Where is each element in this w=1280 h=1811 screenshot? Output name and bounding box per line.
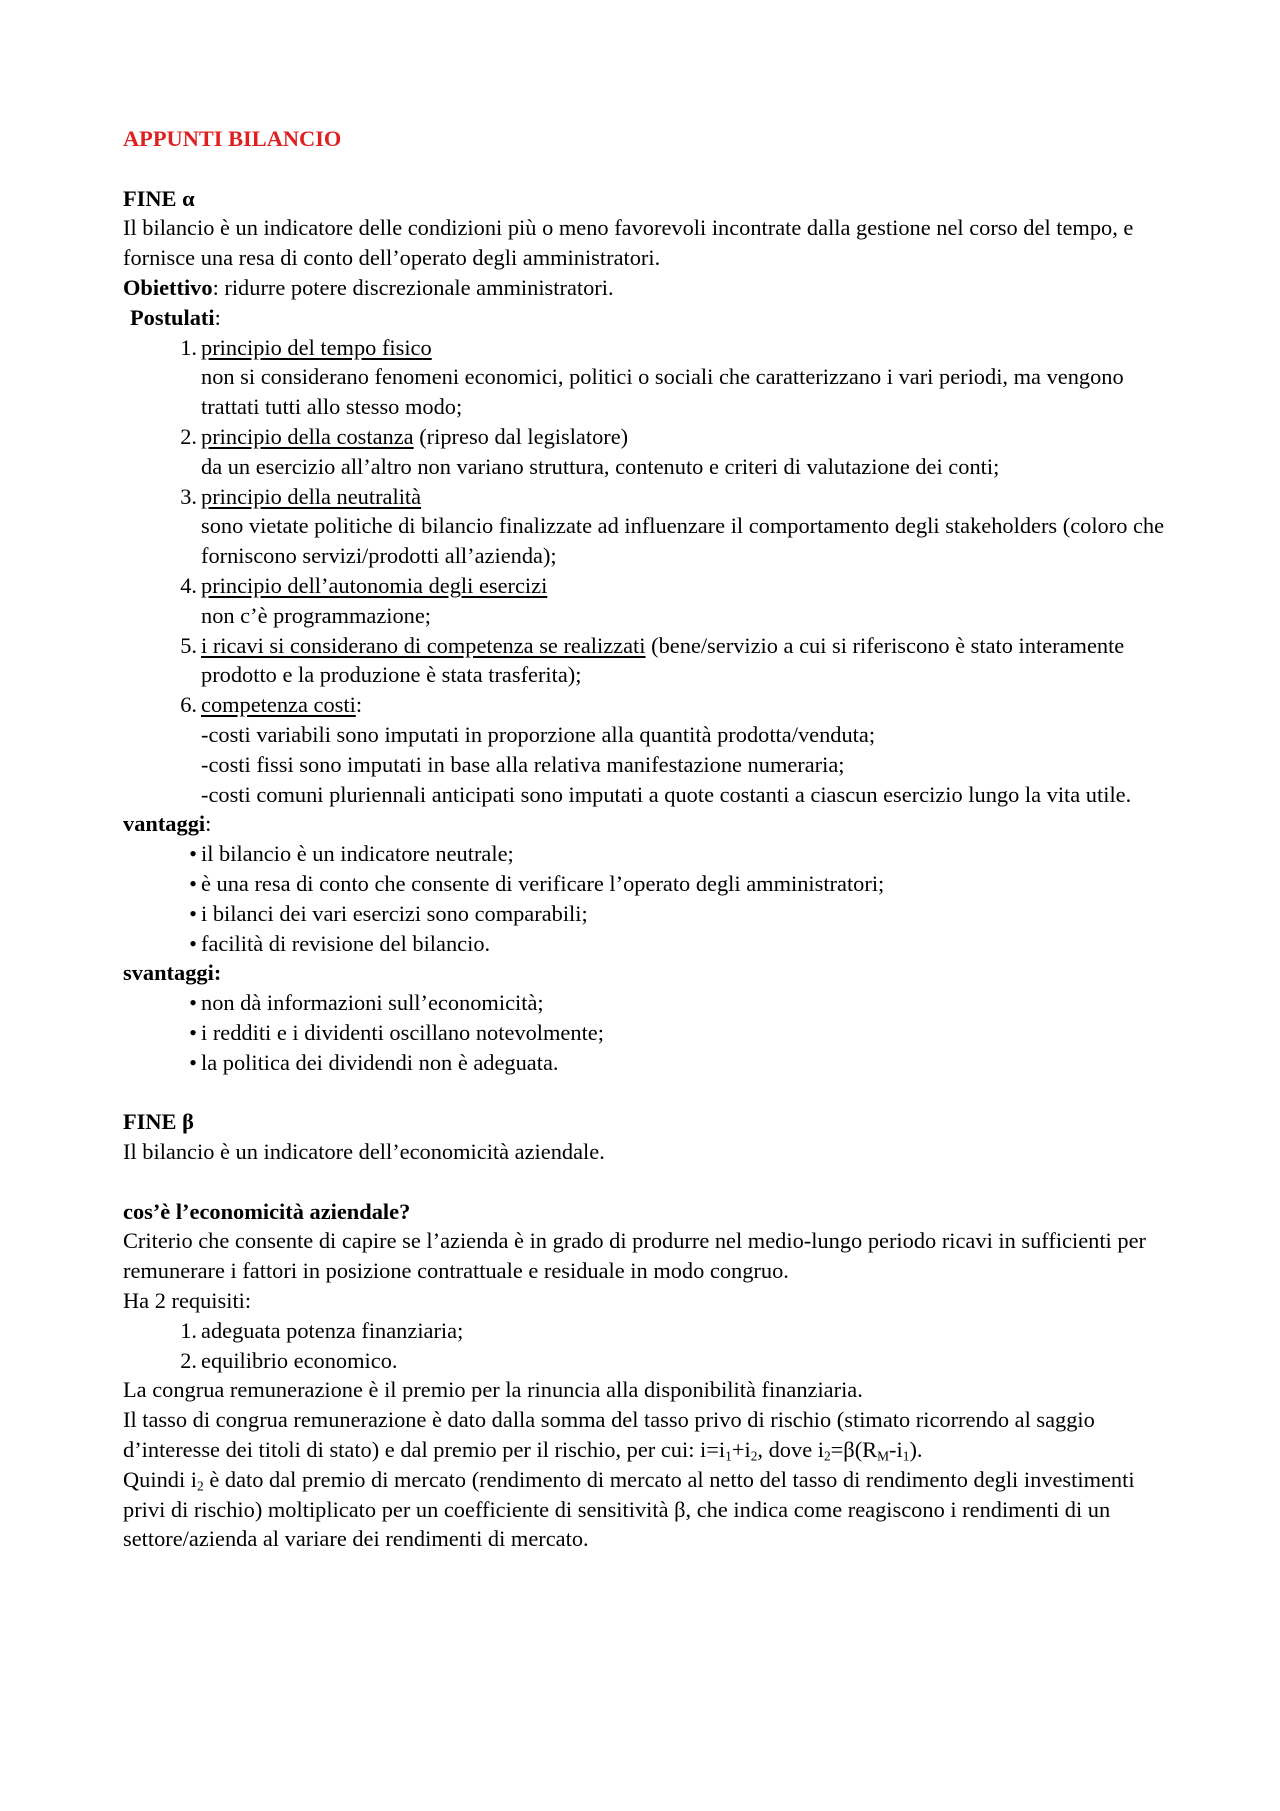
postulate-title: competenza costi (201, 692, 356, 718)
list-item (123, 899, 1173, 929)
list-item (123, 869, 1173, 899)
formula-subscript: 2 (823, 1448, 831, 1464)
list-number: 1. (180, 334, 197, 360)
paragraph-text: Quindi i (123, 1466, 198, 1492)
postulates-colon: : (214, 304, 221, 330)
list-item-text: facilità di revisione del bilancio. (201, 930, 491, 956)
postulates-line (130, 303, 1173, 333)
list-number: 2. (180, 423, 197, 449)
advantages-colon: : (205, 811, 212, 837)
disadvantages-list (123, 988, 1173, 1077)
postulate-item (123, 333, 1173, 422)
disadvantages-label: svantaggi: (123, 960, 222, 986)
bullet-icon: • (189, 990, 197, 1016)
list-number: 5. (180, 632, 197, 658)
list-item (123, 929, 1173, 959)
formula-subscript: 1 (725, 1448, 732, 1464)
remuneration-paragraph: La congrua remunerazione è il premio per la rinuncia alla disponibilità finanziaria. (123, 1377, 863, 1403)
postulate-body: -costi variabili sono imputati in proporzione alla quantità prodotta/venduta; (201, 721, 876, 747)
formula-subscript: 2 (750, 1448, 758, 1464)
list-item-text: il bilancio è un indicatore neutrale; (201, 841, 514, 867)
spacer (123, 1078, 1173, 1108)
postulate-body: -costi comuni pluriennali anticipati sono imputati a quote costanti a ciascun esercizio lungo la vita utile. (201, 781, 1132, 807)
postulate-body: -costi fissi sono imputati in base alla relativa manifestazione numeraria; (201, 751, 845, 777)
spacer (123, 154, 1173, 184)
postulate-title-line (201, 690, 1173, 720)
postulate-title-line (201, 571, 1173, 601)
postulate-body: sono vietate politiche di bilancio finalizzate ad influenzare il comportamento degli stakeholders (coloro che forniscono servizi/prodotti all’azienda); (201, 513, 1165, 569)
advantages-label: vantaggi (123, 811, 206, 837)
postulate-item (123, 690, 1173, 809)
postulate-title-line (201, 422, 1173, 452)
postulate-title-line (201, 333, 1173, 363)
postulate-title: i ricavi si considerano di competenza se realizzati (201, 632, 646, 658)
fine-beta-text: Il bilancio è un indicatore dell’economicità aziendale. (123, 1139, 605, 1165)
list-number: 4. (180, 572, 197, 598)
list-item-text: i bilanci dei vari esercizi sono comparabili; (201, 900, 588, 926)
list-item-text: è una resa di conto che consente di verificare l’operato degli amministratori; (201, 870, 885, 896)
rate-text: Il tasso di congrua remunerazione è dato dalla somma del tasso privo di rischio (stimato ricorrendo al saggio d’interesse dei titoli di stato) e dal premio per il rischio, per cui: (123, 1407, 1095, 1463)
objective-line (123, 273, 1173, 303)
postulate-title-line (201, 631, 1173, 691)
rate-paragraph (123, 1405, 1173, 1465)
list-item (123, 1316, 1173, 1346)
postulate-title: principio della neutralità (201, 483, 422, 509)
postulate-body: non c’è programmazione; (201, 602, 432, 628)
formula-part: ). (909, 1437, 923, 1463)
postulate-title: principio dell’autonomia degli esercizi (201, 572, 548, 598)
list-item (123, 988, 1173, 1018)
formula-part: i=i (700, 1437, 726, 1463)
economicita-paragraph: Criterio che consente di capire se l’azienda è in grado di produrre nel medio-lungo periodo ricavi in sufficienti per remunerare i fattori in posizione contrattuale e residuale in modo congruo. (123, 1228, 1146, 1284)
postulate-body: da un esercizio all’altro non variano struttura, contenuto e criteri di valutazione dei conti; (201, 453, 1000, 479)
document-title: APPUNTI BILANCIO (123, 126, 342, 151)
list-number: 1. (180, 1317, 197, 1343)
formula-part: +i (731, 1437, 751, 1463)
fine-alpha-intro: Il bilancio è un indicatore delle condizioni più o meno favorevoli incontrate dalla gestione nel corso del tempo, e fornisce una resa di conto dell’operato degli amministratori. (123, 215, 1134, 271)
postulate-extra: (bene/servizio a cui si riferiscono è stato interamente prodotto e la produzione è stata trasferita); (201, 632, 1125, 688)
postulate-title-line (201, 482, 1173, 512)
formula-part: , dove i (757, 1437, 824, 1463)
list-item-text: i redditi e i dividenti oscillano notevolmente; (201, 1019, 604, 1045)
list-item (123, 839, 1173, 869)
bullet-icon: • (189, 1019, 197, 1045)
advantages-line (123, 809, 1173, 839)
bullet-icon: • (189, 841, 197, 867)
postulate-item (123, 631, 1173, 691)
postulate-item (123, 571, 1173, 631)
bullet-icon: • (189, 930, 197, 956)
list-item-text: adeguata potenza finanziaria; (201, 1317, 464, 1343)
list-number: 6. (180, 692, 197, 718)
postulate-extra: : (355, 692, 363, 718)
list-item-text: la politica dei dividendi non è adeguata. (201, 1049, 559, 1075)
formula-subscript: 1 (902, 1448, 910, 1464)
advantages-list (123, 839, 1173, 958)
postulate-extra: (ripreso dal legislatore) (413, 423, 629, 449)
list-item (123, 1018, 1173, 1048)
postulates-list (123, 333, 1173, 810)
list-number: 2. (180, 1347, 197, 1373)
paragraph-text: è dato dal premio di mercato (rendimento di mercato al netto del tasso di rendimento degli investimenti privi di rischio) moltiplicato per un coefficiente di sensitività β, che indica come reagiscono i rendimenti di un settore/azienda al variare dei rendimenti di mercato. (123, 1466, 1135, 1552)
section-heading-fine-alpha: FINE α (123, 185, 195, 211)
document-body (123, 124, 1173, 1554)
postulates-label: Postulati (130, 304, 215, 330)
formula (700, 1437, 922, 1462)
formula-part: -i (889, 1437, 903, 1463)
requisites-intro: Ha 2 requisiti: (123, 1288, 252, 1314)
bullet-icon: • (189, 900, 197, 926)
list-item-text: equilibrio economico. (201, 1347, 398, 1373)
list-item (123, 1346, 1173, 1376)
bullet-icon: • (189, 1049, 197, 1075)
list-number: 3. (180, 483, 197, 509)
beta-paragraph (123, 1465, 1173, 1554)
objective-text: : ridurre potere discrezionale amministratori. (212, 274, 614, 300)
formula-subscript: M (877, 1448, 890, 1464)
spacer (123, 1167, 1173, 1197)
bullet-icon: • (189, 870, 197, 896)
requisites-list (123, 1316, 1173, 1376)
postulate-item (123, 482, 1173, 571)
formula-part: =β(R (830, 1437, 878, 1463)
formula-subscript: 2 (197, 1478, 204, 1494)
postulate-body: non si considerano fenomeni economici, politici o sociali che caratterizzano i vari periodi, ma vengono trattati tutti allo stesso modo; (201, 364, 1124, 420)
objective-label: Obiettivo (123, 274, 213, 300)
postulate-title: principio della costanza (201, 423, 414, 449)
postulate-title: principio del tempo fisico (201, 334, 432, 360)
list-item (123, 1048, 1173, 1078)
list-item-text: non dà informazioni sull’economicità; (201, 990, 544, 1016)
postulate-item (123, 422, 1173, 482)
section-heading-economicita: cos’è l’economicità aziendale? (123, 1198, 411, 1224)
section-heading-fine-beta: FINE β (123, 1109, 194, 1135)
